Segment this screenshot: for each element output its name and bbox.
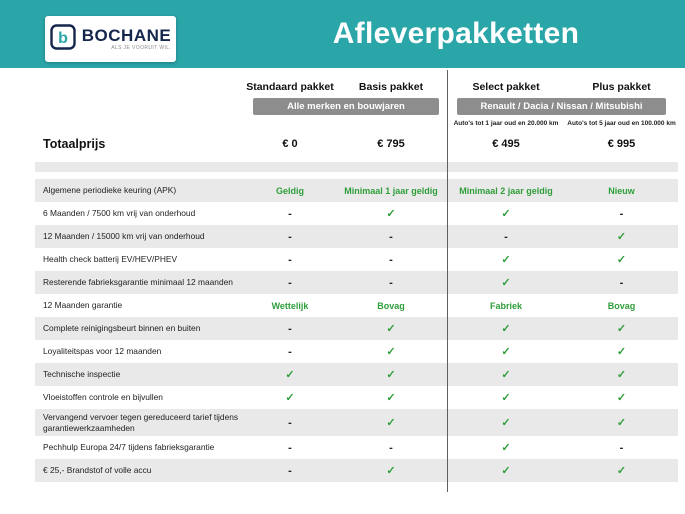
row-label: Vervangend vervoer tegen gereduceerd tarief tijdens garantiewerkzaamheden bbox=[43, 412, 239, 433]
check-icon: ✓ bbox=[285, 392, 295, 404]
dash-value: - bbox=[389, 276, 393, 289]
row-label: Complete reinigingsbeurt binnen en buiten bbox=[43, 323, 201, 334]
check-icon: ✓ bbox=[616, 465, 627, 477]
bochane-logo-icon bbox=[50, 24, 76, 55]
row-label: Health check batterij EV/HEV/PHEV bbox=[43, 254, 178, 265]
dash-value: - bbox=[389, 441, 393, 454]
check-icon: ✓ bbox=[285, 369, 295, 381]
table-row bbox=[35, 294, 678, 317]
table-row bbox=[35, 202, 678, 225]
package-table bbox=[0, 68, 685, 482]
price-plus: € 995 bbox=[607, 137, 636, 150]
row-label: Resterende fabrieksgarantie minimaal 12 maanden bbox=[43, 277, 233, 288]
row-label: Loyaliteitspas voor 12 maanden bbox=[43, 346, 162, 357]
spacer-row bbox=[35, 162, 678, 172]
column-header-basis: Basis pakket bbox=[358, 81, 424, 93]
table-row bbox=[35, 225, 678, 248]
row-label: Technische inspectie bbox=[43, 369, 121, 380]
text-value: Wettelijk bbox=[271, 300, 309, 311]
table-row bbox=[35, 271, 678, 294]
row-label: Vloeistoffen controle en bijvullen bbox=[43, 392, 163, 403]
price-select: € 495 bbox=[492, 137, 520, 150]
price-row bbox=[35, 130, 678, 157]
column-divider bbox=[447, 70, 448, 492]
note-plus: Auto's tot 5 jaar oud en 100.000 km bbox=[567, 119, 676, 127]
bochane-logo bbox=[45, 16, 176, 62]
dash-value: - bbox=[389, 253, 393, 266]
column-header-standaard: Standaard pakket bbox=[246, 81, 334, 93]
check-icon: ✓ bbox=[501, 417, 511, 429]
check-icon: ✓ bbox=[616, 346, 627, 358]
app-header bbox=[0, 0, 685, 68]
price-row-label: Totaalprijs bbox=[43, 136, 106, 151]
check-icon: ✓ bbox=[616, 392, 627, 404]
logo-name: BOCHANE bbox=[81, 26, 172, 45]
check-icon: ✓ bbox=[616, 369, 627, 381]
dash-value: - bbox=[288, 276, 292, 289]
row-label: 6 Maanden / 7500 km vrij van onderhoud bbox=[43, 208, 196, 219]
row-label: 12 Maanden / 15000 km vrij van onderhoud bbox=[43, 231, 205, 242]
row-label: € 25,- Brandstof of volle accu bbox=[43, 465, 152, 476]
check-icon: ✓ bbox=[386, 465, 396, 477]
dash-value: - bbox=[619, 441, 624, 454]
dash-value: - bbox=[288, 207, 292, 220]
table-row bbox=[35, 340, 678, 363]
text-value: Minimaal 1 jaar geldig bbox=[344, 185, 438, 196]
text-value: Bovag bbox=[607, 300, 636, 311]
dash-value: - bbox=[619, 207, 624, 220]
check-icon: ✓ bbox=[386, 392, 396, 404]
dash-value: - bbox=[288, 230, 292, 243]
dash-value: - bbox=[619, 276, 624, 289]
dash-value: - bbox=[288, 464, 292, 477]
page-title: Afleverpakketten bbox=[332, 17, 580, 50]
check-icon: ✓ bbox=[386, 323, 396, 335]
check-icon: ✓ bbox=[386, 369, 396, 381]
logo-tagline: ALS JE VOORUIT WIL. bbox=[111, 45, 172, 51]
dash-value: - bbox=[288, 416, 292, 429]
svg-text:b: b bbox=[57, 29, 68, 47]
check-icon: ✓ bbox=[616, 254, 627, 266]
badge-all-brands: Alle merken en bouwjaren bbox=[253, 98, 439, 115]
check-icon: ✓ bbox=[501, 208, 511, 220]
dash-value: - bbox=[389, 230, 393, 243]
check-icon: ✓ bbox=[386, 417, 396, 429]
column-header-row bbox=[35, 78, 678, 96]
dash-value: - bbox=[288, 322, 292, 335]
check-icon: ✓ bbox=[501, 254, 511, 266]
check-icon: ✓ bbox=[616, 417, 627, 429]
price-basis: € 795 bbox=[377, 137, 405, 150]
check-icon: ✓ bbox=[616, 231, 627, 243]
price-standaard: € 0 bbox=[282, 137, 298, 150]
dash-value: - bbox=[504, 230, 508, 243]
notes-row bbox=[35, 115, 678, 128]
column-header-select: Select pakket bbox=[472, 81, 540, 93]
check-icon: ✓ bbox=[386, 208, 396, 220]
column-header-plus: Plus pakket bbox=[592, 81, 651, 93]
badge-brand-list: Renault / Dacia / Nissan / Mitsubishi bbox=[457, 98, 666, 115]
check-icon: ✓ bbox=[501, 369, 511, 381]
text-value: Nieuw bbox=[608, 185, 635, 196]
dash-value: - bbox=[288, 253, 292, 266]
check-icon: ✓ bbox=[616, 323, 627, 335]
table-row bbox=[35, 179, 678, 202]
badge-row bbox=[35, 96, 678, 115]
row-label: Pechhulp Europa 24/7 tijdens fabrieksgarantie bbox=[43, 442, 215, 453]
text-value: Fabriek bbox=[489, 300, 522, 311]
check-icon: ✓ bbox=[501, 465, 511, 477]
text-value: Minimaal 2 jaar geldig bbox=[459, 185, 553, 196]
check-icon: ✓ bbox=[501, 323, 511, 335]
row-label: Algemene periodieke keuring (APK) bbox=[43, 185, 177, 196]
table-row bbox=[35, 363, 678, 386]
check-icon: ✓ bbox=[501, 346, 511, 358]
table-row bbox=[35, 317, 678, 340]
dash-value: - bbox=[288, 345, 292, 358]
check-icon: ✓ bbox=[501, 277, 511, 289]
table-row bbox=[35, 459, 678, 482]
check-icon: ✓ bbox=[501, 392, 511, 404]
check-icon: ✓ bbox=[386, 346, 396, 358]
table-row bbox=[35, 248, 678, 271]
text-value: Geldig bbox=[275, 185, 304, 196]
table-row bbox=[35, 409, 678, 436]
table-row bbox=[35, 436, 678, 459]
table-row bbox=[35, 386, 678, 409]
text-value: Bovag bbox=[377, 300, 405, 311]
feature-rows bbox=[35, 179, 685, 482]
dash-value: - bbox=[288, 441, 292, 454]
check-icon: ✓ bbox=[501, 442, 511, 454]
note-select: Auto's tot 1 jaar oud en 20.000 km bbox=[453, 119, 559, 127]
row-label: 12 Maanden garantie bbox=[43, 300, 123, 311]
